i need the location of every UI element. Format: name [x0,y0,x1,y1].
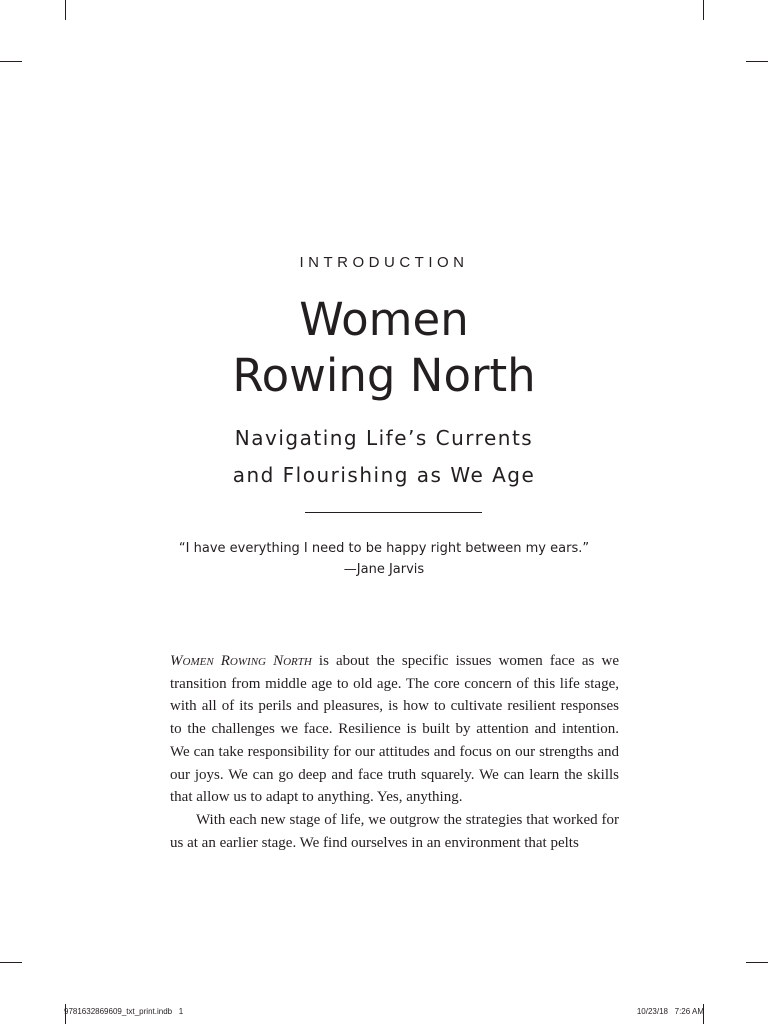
chapter-title-line-2: Rowing North [232,349,536,402]
crop-mark-right-bottom [746,962,768,963]
epigraph [0,538,768,580]
paragraph-1 [170,650,619,809]
chapter-subtitle-line-2: and Flourishing as We Age [232,463,536,487]
paragraph-1-text: is about the specific issues women face as we transition from middle age to old age. The core concern of this life stage, with all of its perils and pleasures, is how to cultivate resilient responses to the challenges we face. Resilience is built by attention and intention. We can take responsibility for our attitudes and focus on our strengths and our joys. We can go deep and face truth squarely. We can learn the skills that allow us to adapt to anything. Yes, anything. [170,653,619,806]
slug-filename: 9781632869609_txt_print.indb 1 [64,1007,184,1016]
crop-mark-top-left [65,0,66,20]
chapter-title-line-1: Women [299,293,469,346]
chapter-label: INTRODUCTION [299,254,469,271]
chapter-subtitle-line-1: Navigating Life’s Currents [234,426,534,450]
paragraph-2: With each new stage of life, we outgrow the strategies that worked for us at an earlier stage. We find ourselves in an environment that pelts [170,811,619,851]
body-text [170,650,619,854]
slug-timestamp: 10/23/18 7:26 AM [636,1007,704,1016]
crop-mark-left-top [0,61,22,62]
chapter-title [0,292,768,404]
chapter-subtitle [0,420,768,494]
crop-mark-left-bottom [0,962,22,963]
divider-rule [305,512,482,513]
crop-mark-right-top [746,61,768,62]
book-title-inline: Women Rowing North [170,653,312,669]
epigraph-attribution: —Jane Jarvis [343,562,425,577]
crop-mark-top-right [703,0,704,20]
epigraph-quote: “I have everything I need to be happy right between my ears.” [178,541,590,556]
